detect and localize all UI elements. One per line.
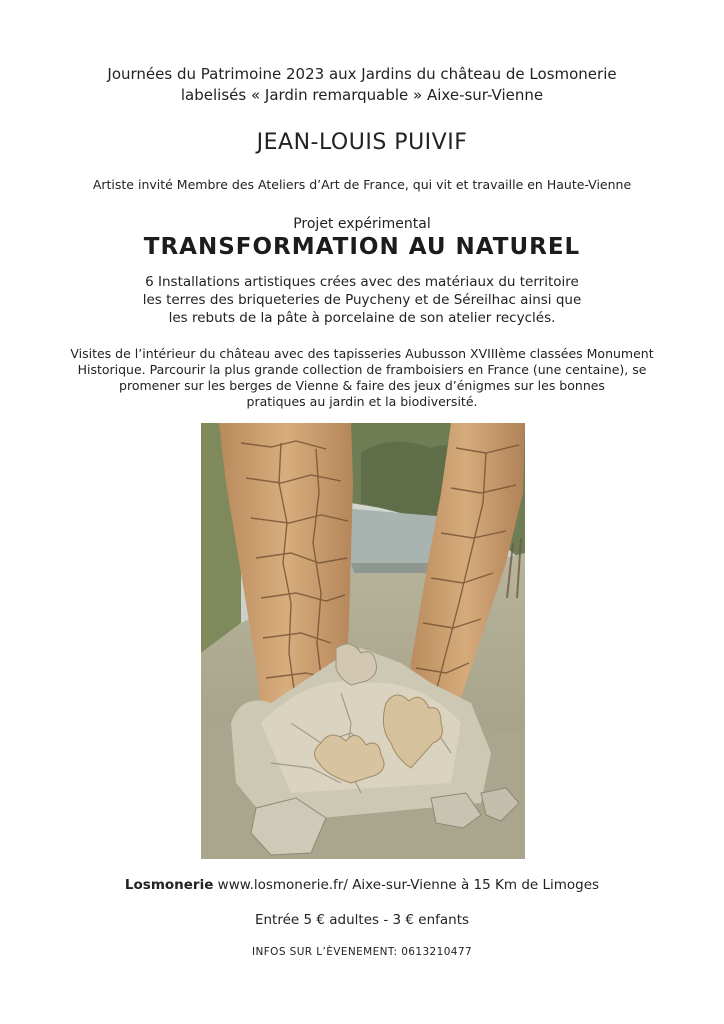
project-description bbox=[0, 273, 724, 327]
description-line-2: les terres des briqueteries de Puycheny et de Séreilhac ainsi que bbox=[142, 292, 582, 308]
visits-paragraph bbox=[0, 346, 724, 410]
venue-details: www.losmonerie.fr/ Aixe-sur-Vienne à 15 Km de Limoges bbox=[213, 877, 600, 893]
event-contact: INFOS SUR L’ÈVENEMENT: 0613210477 bbox=[251, 946, 473, 958]
entry-price: Entrée 5 € adultes - 3 € enfants bbox=[254, 912, 470, 928]
project-title: TRANSFORMATION AU NATUREL bbox=[143, 234, 581, 260]
event-header bbox=[0, 64, 724, 106]
description-line-1: 6 Installations artistiques crées avec des matériaux du territoire bbox=[145, 274, 579, 290]
event-header-line-1: Journées du Patrimoine 2023 aux Jardins du château de Losmonerie bbox=[107, 65, 617, 83]
venue-info bbox=[0, 877, 724, 893]
visits-line-3: promener sur les berges de Vienne & faire des jeux d’énigmes sur les bonnes bbox=[119, 378, 605, 393]
event-header-line-2: labelisés « Jardin remarquable » Aixe-sur-Vienne bbox=[180, 86, 544, 104]
visits-line-4: pratiques au jardin et la biodiversité. bbox=[246, 394, 478, 409]
artist-subtitle: Artiste invité Membre des Ateliers d’Art de France, qui vit et travaille en Haute-Vienne bbox=[92, 177, 632, 192]
visits-line-1: Visites de l’intérieur du château avec des tapisseries Aubusson XVIIIème classées Monument bbox=[70, 346, 654, 361]
sculpture-photo-illustration bbox=[201, 423, 525, 859]
visits-line-2: Historique. Parcourir la plus grande collection de framboisiers en France (une centaine), se bbox=[77, 362, 647, 377]
project-kicker: Projet expérimental bbox=[293, 216, 431, 232]
venue-name: Losmonerie bbox=[124, 877, 214, 893]
description-line-3: les rebuts de la pâte à porcelaine de son atelier recyclés. bbox=[168, 310, 556, 326]
artist-name: JEAN-LOUIS PUIVIF bbox=[256, 130, 468, 155]
sculpture-photo bbox=[201, 423, 525, 859]
